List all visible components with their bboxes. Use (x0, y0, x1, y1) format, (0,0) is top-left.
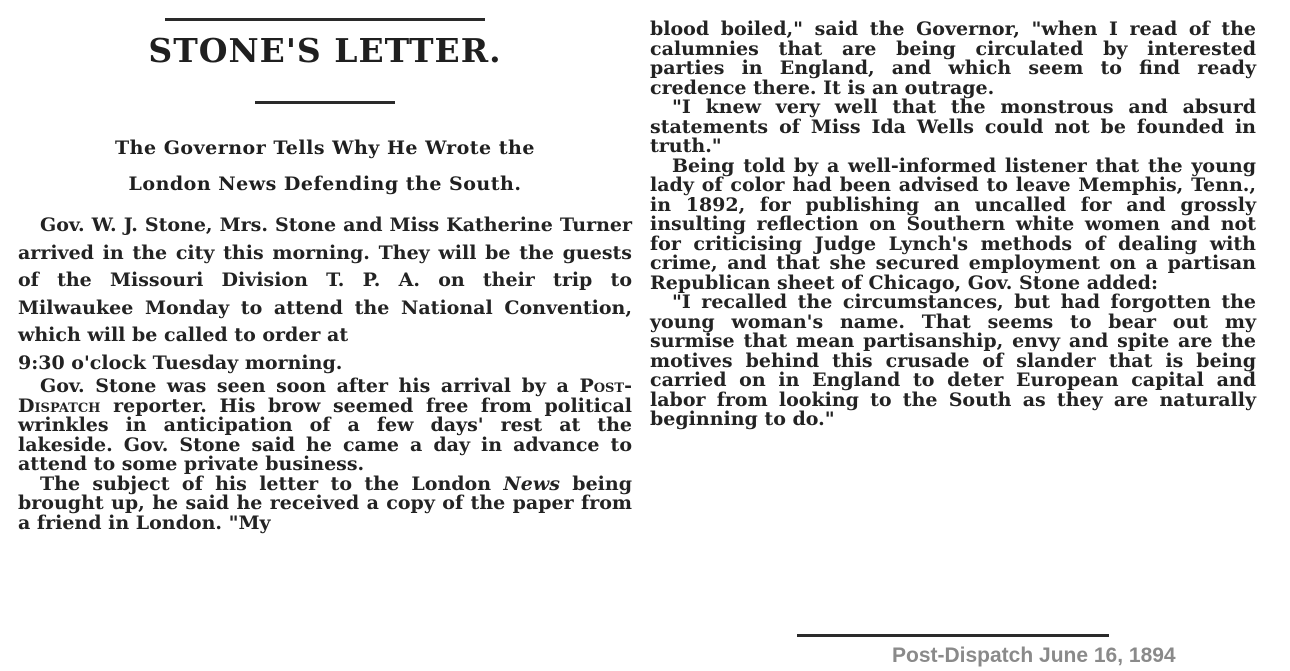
paragraph-letter-text-b: being brought up, he said he received a copy of the paper from a friend in London. "My (18, 472, 633, 534)
subhead-line-2: London News Defending the South. (128, 173, 522, 195)
london-news-name: News (503, 472, 560, 495)
right-column (650, 0, 1256, 430)
paragraph-arrival-last-line: 9:30 o'clock Tuesday morning. (18, 351, 343, 374)
paragraph-interview-text-a: Gov. Stone was seen soon after his arrival by a (40, 375, 580, 397)
paragraph-interview (18, 377, 632, 475)
top-rule (165, 18, 485, 21)
subhead (18, 130, 632, 202)
headline: STONE'S LETTER. (148, 31, 502, 70)
paragraph-letter-text-a: The subject of his letter to the London (40, 472, 504, 495)
left-body (18, 212, 632, 533)
headline-rule (255, 101, 395, 104)
subhead-line-1: The Governor Tells Why He Wrote the (115, 137, 535, 159)
paragraph-blood-boiled: blood boiled," said the Governor, "when I read of the calumnies that are being circulated by interested parties in England, and which seem to find ready credence there. It is an outrage. (650, 18, 1256, 99)
newspaper-name: Post-Dispatch (18, 375, 632, 417)
source-caption: Post-Dispatch June 16, 1894 (892, 644, 1176, 667)
bottom-rule (797, 634, 1109, 637)
right-body (650, 20, 1256, 430)
paragraph-arrival-text: Gov. W. J. Stone, Mrs. Stone and Miss Katherine Turner arrived in the city this morning. They will be the guests of the Missouri Division T. P. A. on their trip to Milwaukee Monday to attend the National Convention, which will be called to order at (18, 214, 632, 346)
paragraph-arrival (18, 212, 632, 377)
paragraph-ida-wells: "I knew very well that the monstrous and absurd statements of Miss Ida Wells could not be founded in truth." (650, 96, 1256, 157)
paragraph-recalled: "I recalled the circumstances, but had forgotten the young woman's name. That seems to bear out my surmise that mean partisanship, envy and spite are the motives behind this crusade of slander that is being carried on in England to deter European capital and labor from looking to the South as they are naturally beginning to do." (650, 291, 1256, 430)
paragraph-letter-subject (18, 472, 633, 534)
paragraph-interview-text-b: reporter. His brow seemed free from political wrinkles in anticipation of a few days' rest at the lakeside. Gov. Stone said he came a day in advance to attend to some private business. (18, 394, 632, 475)
paragraph-listener: Being told by a well-informed listener that the young lady of color had been advised to leave Memphis, Tenn., in 1892, for publishing an uncalled for and grossly insulting reflection on Southern white women and not for criticising Judge Lynch's methods of dealing with crime, and that she secured employment on a partisan Republican sheet of Chicago, Gov. Stone added: (650, 154, 1256, 294)
left-column (18, 0, 632, 533)
